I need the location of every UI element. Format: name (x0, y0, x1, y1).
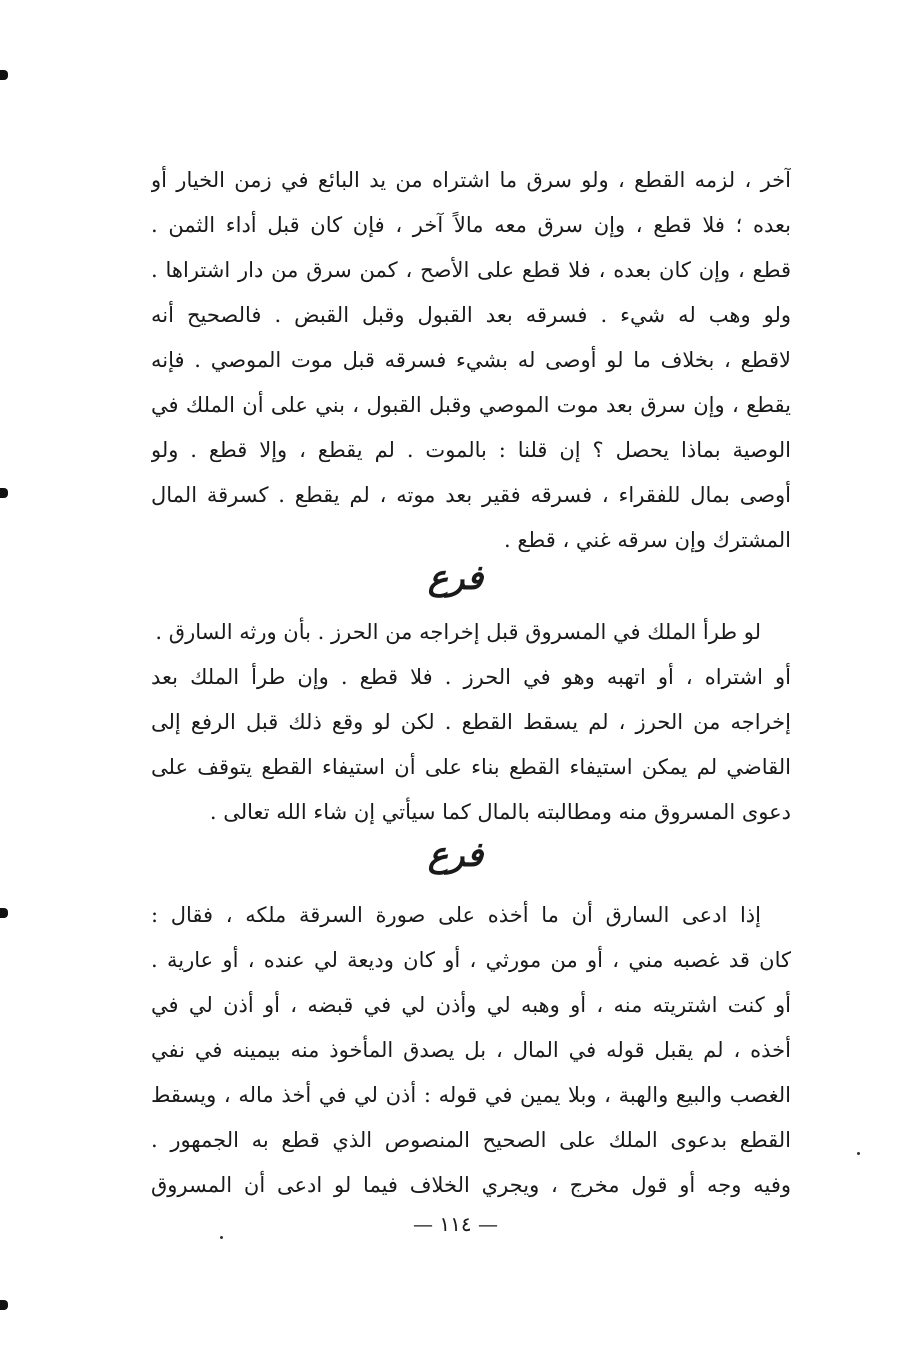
text-line: أو اشتراه ، أو اتهبه وهو في الحرز . فلا قطع . وإن طرأ الملك بعد (151, 665, 791, 689)
text-line: آخر ، لزمه القطع ، ولو سرق ما اشتراه من يد البائع في زمن الخيار أو (151, 168, 791, 192)
text-line: دعوى المسروق منه ومطالبته بالمال كما سيأتي إن شاء الله تعالى . (209, 800, 791, 824)
text-line: الغصب والبيع والهبة ، وبلا يمين في قوله : أذن لي في أخذ ماله ، ويسقط (151, 1083, 791, 1107)
binding-mark (0, 488, 8, 498)
binding-mark (0, 1300, 8, 1310)
page-number: — ١١٤ — (413, 1212, 498, 1236)
text-line: الوصية بماذا يحصل ؟ إن قلنا : بالموت . لم يقطع ، وإلا قطع . ولو (151, 438, 791, 462)
text-line: القاضي لم يمكن استيفاء القطع بناء على أن استيفاء القطع يتوقف على (151, 755, 791, 779)
text-line: قطع ، وإن كان بعده ، فلا قطع على الأصح ، كمن سرق من دار اشتراها . (151, 258, 791, 282)
text-line: أوصى بمال للفقراء ، فسرقه فقير بعد موته ، لم يقطع . كسرقة المال (151, 483, 791, 507)
section-heading: فرع (427, 558, 484, 598)
binding-mark (0, 908, 8, 918)
speck (857, 1152, 860, 1155)
text-line: لو طرأ الملك في المسروق قبل إخراجه من الحرز . بأن ورثه السارق . (155, 620, 761, 644)
text-line: وفيه وجه أو قول مخرج ، ويجري الخلاف فيما لو ادعى أن المسروق (151, 1173, 791, 1197)
paragraph-3 (151, 893, 791, 1208)
paragraph-2 (151, 610, 791, 835)
speck (220, 1236, 223, 1239)
text-line: إخراجه من الحرز ، لم يسقط القطع . لكن لو وقع ذلك قبل الرفع إلى (151, 710, 791, 734)
text-line: إذا ادعى السارق أن ما أخذه على صورة السرقة ملكه ، فقال : (151, 903, 761, 927)
text-line: ولو وهب له شيء . فسرقه بعد القبول وقبل القبض . فالصحيح أنه (151, 303, 791, 327)
text-line: يقطع ، وإن سرق بعد موت الموصي وقبل القبول ، بني على أن الملك في (151, 393, 791, 417)
text-line: أو كنت اشتريته منه ، أو وهبه لي وأذن لي في قبضه ، أو أذن لي في (151, 993, 791, 1017)
paragraph-1 (151, 158, 791, 563)
text-line: بعده ؛ فلا قطع ، وإن سرق معه مالاً آخر ، فإن كان قبل أداء الثمن . (151, 213, 791, 237)
text-line: كان قد غصبه مني ، أو من مورثي ، أو كان وديعة لي عنده ، أو عارية . (151, 948, 791, 972)
text-line: المشترك وإن سرقه غني ، قطع . (504, 528, 791, 552)
text-line: أخذه ، لم يقبل قوله في المال ، بل يصدق المأخوذ منه بيمينه في نفي (151, 1038, 791, 1062)
section-heading: فرع (427, 835, 484, 875)
text-line: لاقطع ، بخلاف ما لو أوصى له بشيء فسرقه قبل موت الموصي . فإنه (151, 348, 791, 372)
binding-mark (0, 70, 8, 80)
text-line: القطع بدعوى الملك على الصحيح المنصوص الذي قطع به الجمهور . (151, 1128, 791, 1152)
